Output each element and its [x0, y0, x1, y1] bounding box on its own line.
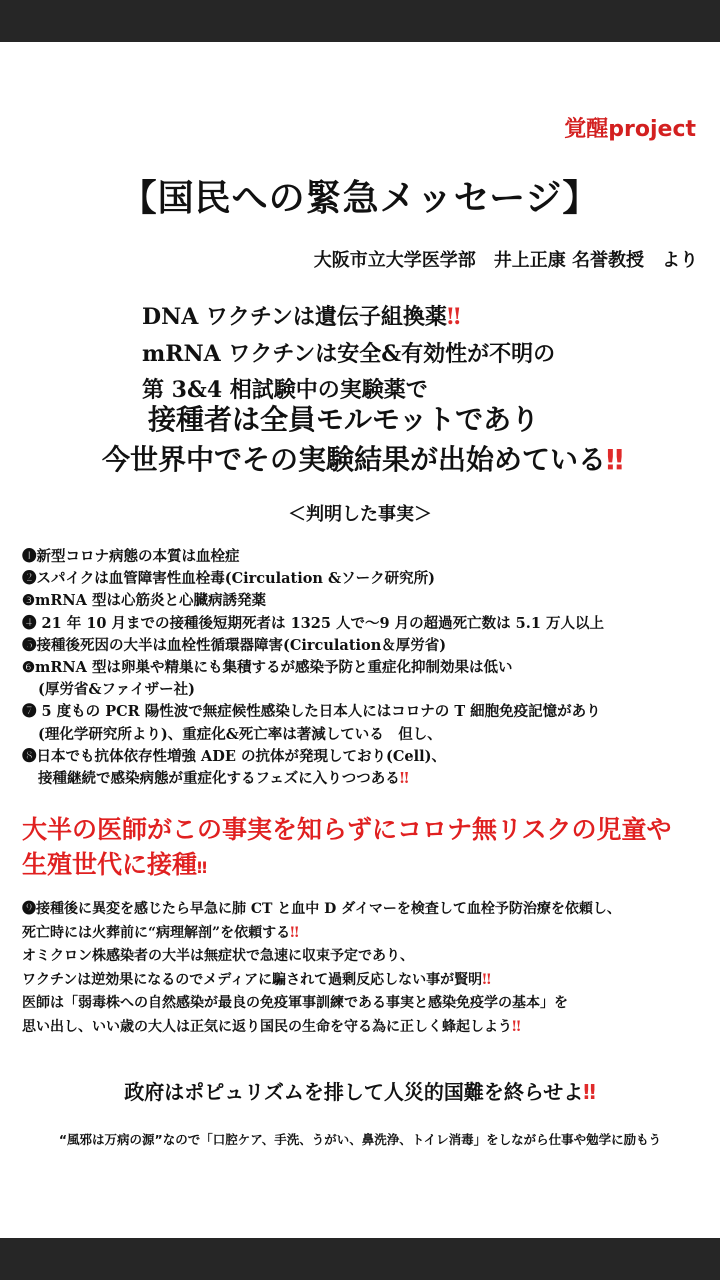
exclamation-icon: ‼ — [399, 769, 409, 787]
page-title: 【国民への緊急メッセージ】 — [120, 178, 600, 219]
warning-line-2 — [22, 847, 712, 885]
note-item-text: ワクチンは逆効果になるのでメディアに騙されて過剰反応しない事が賢明 — [22, 971, 483, 988]
note-item-text: 思い出し、いい歳の大人は正気に返り国民の生命を守る為に正しく蜂起しよう — [22, 1018, 512, 1035]
fact-item: ❹ 21 年 10 月までの接種後短期死者は 1325 人で～9 月の超過死亡数は 5.1 万人以上 — [22, 614, 604, 632]
lead-line-1 — [142, 300, 461, 331]
top-bar — [0, 0, 720, 42]
exclamation-icon: ‼ — [290, 924, 299, 941]
note-item — [22, 922, 712, 946]
warning-message — [22, 812, 712, 885]
lead-line-5-text: 今世界中でその実験結果が出始めている — [102, 443, 607, 476]
note-item-text: 死亡時には火葬前に“病理解剖”を依頼する — [22, 924, 291, 941]
fact-item: (厚労省&ファイザー社) — [38, 681, 196, 699]
note-item: 医師は「弱毒株への自然感染が最良の免疫軍事訓練である事実と感染免疫学の基本」を — [22, 995, 568, 1012]
government-message-text: 政府はポピュリズムを排して人災的国難を終らせよ — [124, 1080, 584, 1104]
footer-note: “風邪は万病の源”なので「口腔ケア、手洗、うがい、鼻洗浄、トイレ消毒」をしながら仕事や勉学に励もう — [58, 1132, 662, 1147]
fact-item-text: 接種継続で感染病態が重症化するフェズに入りつつある — [38, 769, 400, 787]
fact-item: ❽日本でも抗体依存性増強 ADE の抗体が発現しており(Cell)、 — [22, 747, 446, 765]
note-item: ❾接種後に異変を感じたら早急に肺 CT と血中 D ダイマーを検査して血栓予防治療を依頼し、 — [22, 901, 621, 917]
author-byline: 大阪市立大学医学部 井上正康 名誉教授 より — [313, 250, 698, 271]
note-item — [22, 969, 712, 993]
note-item — [22, 1016, 712, 1040]
fact-item: ❻mRNA 型は卵巣や精巣にも集積するが感染予防と重症化抑制効果は低い — [22, 658, 513, 676]
fact-item: ❺接種後死因の大半は血栓性循環器障害(Circulation＆厚労省) — [22, 636, 447, 654]
notes-list — [22, 898, 712, 1040]
exclamation-icon: ‼ — [606, 443, 624, 476]
section-heading: ＜判明した事実＞ — [288, 504, 432, 525]
exclamation-icon: ‼ — [512, 1018, 521, 1035]
government-message — [0, 1076, 720, 1105]
exclamation-icon: ‼ — [446, 304, 461, 330]
brand-label: 覚醒project — [564, 117, 696, 142]
fact-item: ❸mRNA 型は心筋炎と心臓病誘発薬 — [22, 592, 266, 610]
lead-line-3: 第 3&4 相試験中の実験薬で — [142, 377, 428, 403]
facts-list — [22, 545, 712, 789]
exclamation-icon: ‼ — [583, 1080, 596, 1104]
fact-item: ❼ 5 度もの PCR 陽性波で無症候性感染した日本人にはコロナの T 細胞免疫記憶があり — [22, 703, 601, 721]
fact-item: (理化学研究所より)、重症化&死亡率は著減している 但し、 — [38, 725, 442, 743]
fact-item: ❶新型コロナ病態の本質は血栓症 — [22, 548, 240, 565]
lead-line-5 — [102, 438, 624, 478]
warning-line-1: 大半の医師がこの事実を知らずにコロナ無リスクの児童や — [22, 815, 672, 844]
lead-line-2: mRNA ワクチンは安全&有効性が不明の — [142, 341, 556, 367]
fact-item — [22, 767, 712, 789]
exclamation-icon: ‼ — [197, 858, 208, 877]
note-item: オミクロン株感染者の大半は無症状で急速に収束予定であり、 — [22, 948, 414, 965]
bottom-bar — [0, 1238, 720, 1280]
fact-item: ❷スパイクは血管障害性血栓毒(Circulation &ソーク研究所) — [22, 570, 435, 588]
exclamation-icon: ‼ — [482, 971, 491, 988]
lead-line-1-text: DNA ワクチンは遺伝子組換薬 — [142, 304, 447, 330]
lead-line-4: 接種者は全員モルモットであり — [148, 403, 540, 436]
warning-line-2-text: 生殖世代に接種 — [22, 850, 198, 879]
